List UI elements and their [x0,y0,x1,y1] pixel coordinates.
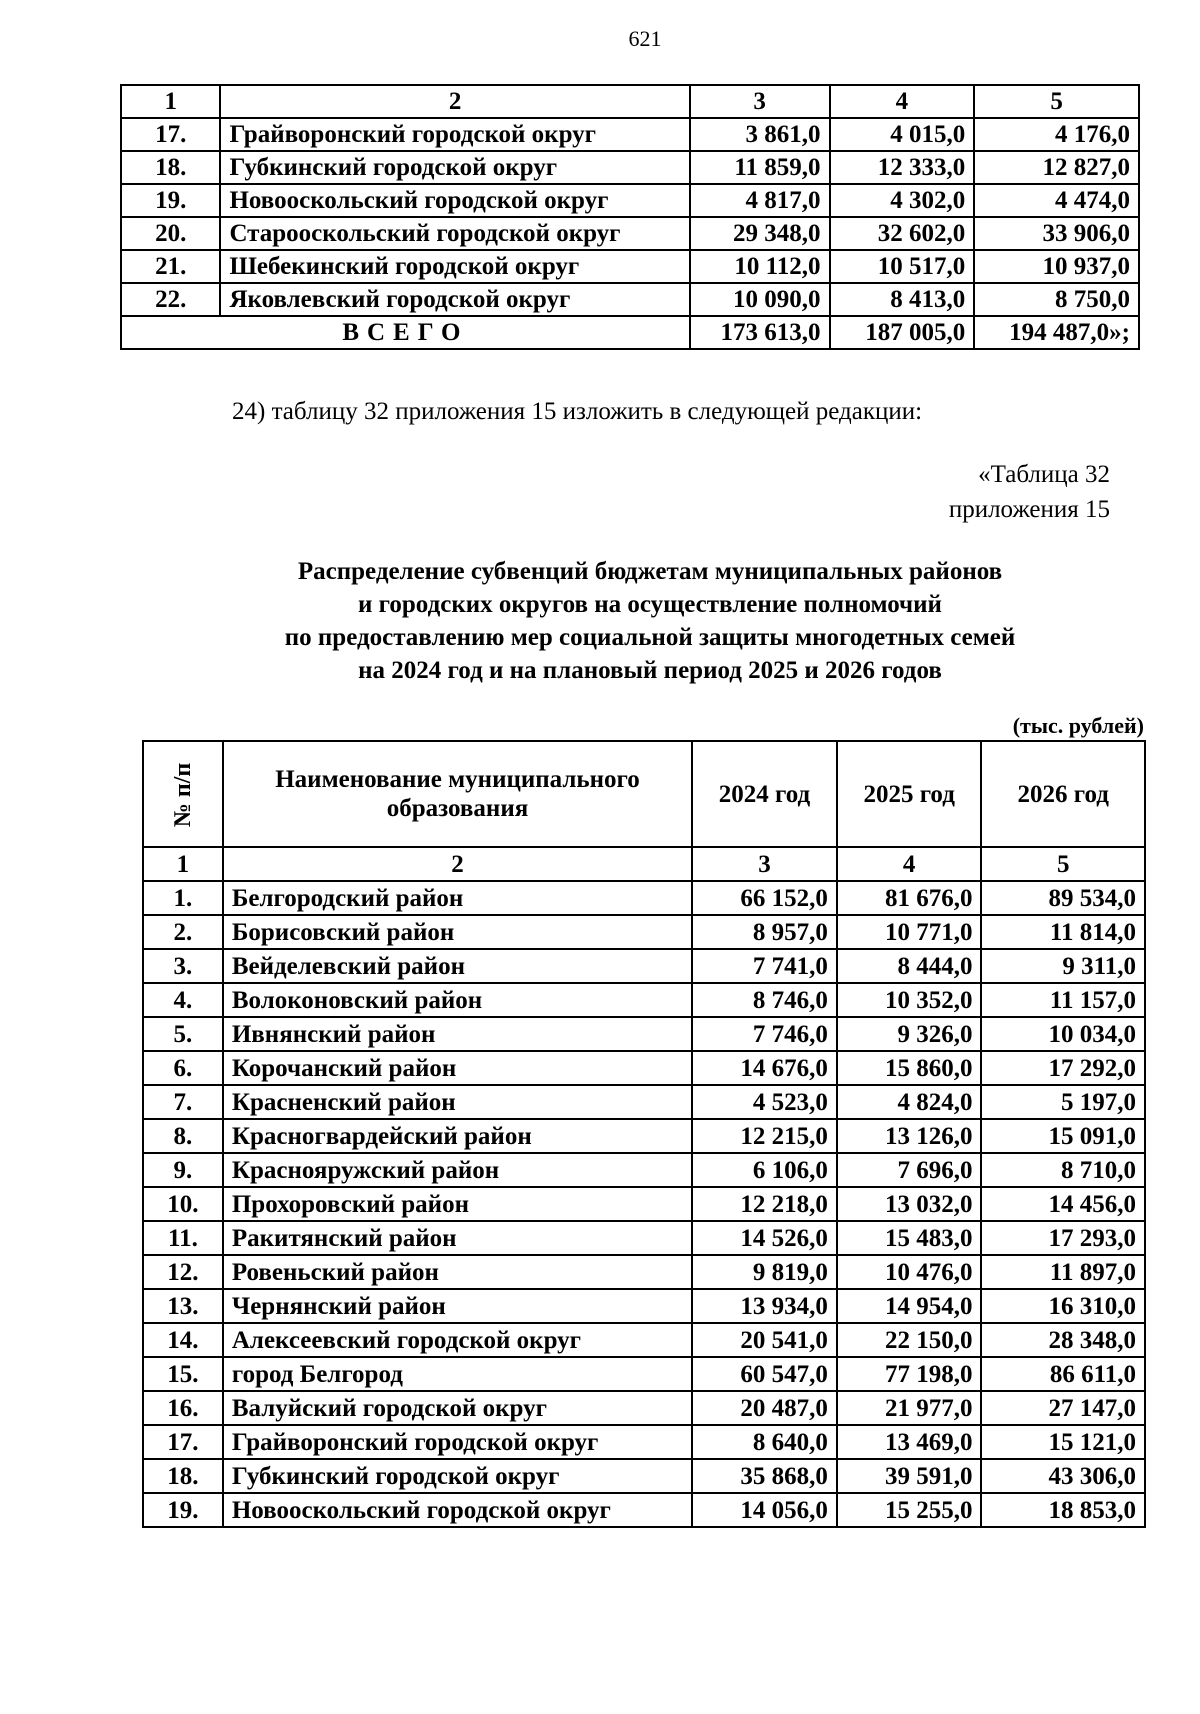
value-2024: 66 152,0 [692,881,837,915]
table-reference-line: «Таблица 32 [978,461,1110,488]
value-2026: 27 147,0 [981,1391,1145,1425]
value-2026: 33 906,0 [974,217,1139,250]
value-2026: 89 534,0 [981,881,1145,915]
value-2024: 14 676,0 [692,1051,837,1085]
value-2024: 8 640,0 [692,1425,837,1459]
table-row [143,1119,1145,1153]
value-2026: 8 710,0 [981,1153,1145,1187]
value-2025: 10 771,0 [837,915,982,949]
subvention-table-body [143,741,1145,1527]
value-2026: 16 310,0 [981,1289,1145,1323]
value-2024: 4 817,0 [690,184,830,217]
table-row [143,881,1145,915]
row-number: 2. [143,915,223,949]
col-number: 2 [220,85,689,118]
value-2026: 12 827,0 [974,151,1139,184]
value-2024: 20 487,0 [692,1391,837,1425]
value-2025: 15 860,0 [837,1051,982,1085]
row-number: 15. [143,1357,223,1391]
title-line: на 2024 год и на плановый период 2025 и 2026 годов [358,657,942,684]
value-2025: 10 476,0 [837,1255,982,1289]
column-number-row [143,847,1145,881]
row-number: 18. [143,1459,223,1493]
table-row [143,1391,1145,1425]
value-2026: 4 474,0 [974,184,1139,217]
table-row [143,1289,1145,1323]
value-2026: 15 121,0 [981,1425,1145,1459]
header-2026: 2026 год [981,741,1145,847]
value-2024: 3 861,0 [690,118,830,151]
col-number: 4 [837,847,982,881]
row-name: Яковлевский городской округ [220,283,689,316]
value-2024: 10 112,0 [690,250,830,283]
value-2024: 14 056,0 [692,1493,837,1527]
row-name: Новооскольский городской округ [223,1493,692,1527]
value-2024: 7 741,0 [692,949,837,983]
value-2026: 11 157,0 [981,983,1145,1017]
row-name: Валуйский городской округ [223,1391,692,1425]
table-row [121,283,1139,316]
col-number: 1 [121,85,220,118]
table-row [143,949,1145,983]
table-row [143,1323,1145,1357]
value-2026: 11 814,0 [981,915,1145,949]
col-number: 4 [830,85,975,118]
value-2026: 10 937,0 [974,250,1139,283]
row-name: Новооскольский городской округ [220,184,689,217]
table-row [143,1357,1145,1391]
table-row [143,1187,1145,1221]
table-row [143,1085,1145,1119]
table-row [121,250,1139,283]
row-number: 20. [121,217,220,250]
value-2026: 86 611,0 [981,1357,1145,1391]
previous-table-continuation [120,84,1140,350]
row-name: Прохоровский район [223,1187,692,1221]
table-row [143,1153,1145,1187]
value-2024: 35 868,0 [692,1459,837,1493]
value-2025: 15 255,0 [837,1493,982,1527]
total-row [121,316,1139,349]
table-row [143,1221,1145,1255]
row-number: 22. [121,283,220,316]
row-number: 21. [121,250,220,283]
total-v2026: 194 487,0»; [974,316,1139,349]
table-row [143,915,1145,949]
value-2025: 13 469,0 [837,1425,982,1459]
row-number: 14. [143,1323,223,1357]
value-2025: 39 591,0 [837,1459,982,1493]
value-2026: 43 306,0 [981,1459,1145,1493]
title-line: по предоставлению мер социальной защиты многодетных семей [284,624,1016,651]
value-2024: 20 541,0 [692,1323,837,1357]
header-num [143,741,223,847]
value-2026: 17 292,0 [981,1051,1145,1085]
header-name-line: Наименование муниципального [275,766,640,793]
value-2024: 12 215,0 [692,1119,837,1153]
table-row [121,118,1139,151]
table-reference-line: приложения 15 [948,495,1110,523]
value-2025: 13 032,0 [837,1187,982,1221]
row-name: Волоконовский район [223,983,692,1017]
value-2025: 14 954,0 [837,1289,982,1323]
col-number: 5 [974,85,1139,118]
row-name: город Белгород [223,1357,692,1391]
row-number: 9. [143,1153,223,1187]
value-2026: 17 293,0 [981,1221,1145,1255]
row-name: Краснояружский район [223,1153,692,1187]
table-row [121,151,1139,184]
col-number: 3 [690,85,830,118]
row-name: Вейделевский район [223,949,692,983]
row-number: 4. [143,983,223,1017]
total-v2025: 187 005,0 [830,316,975,349]
col-number: 1 [143,847,223,881]
amendment-paragraph: 24) таблицу 32 приложения 15 изложить в следующей редакции: [232,398,923,425]
value-2025: 22 150,0 [837,1323,982,1357]
value-2024: 60 547,0 [692,1357,837,1391]
row-name: Шебекинский городской округ [220,250,689,283]
value-2025: 21 977,0 [837,1391,982,1425]
value-2026: 15 091,0 [981,1119,1145,1153]
value-2024: 13 934,0 [692,1289,837,1323]
column-number-row [121,85,1139,118]
row-name: Алексеевский городской округ [223,1323,692,1357]
value-2024: 14 526,0 [692,1221,837,1255]
col-number: 3 [692,847,837,881]
row-number: 13. [143,1289,223,1323]
row-number: 6. [143,1051,223,1085]
table-reference [949,458,1110,527]
units-label: (тыс. рублей) [1012,713,1144,738]
value-2026: 28 348,0 [981,1323,1145,1357]
value-2024: 29 348,0 [690,217,830,250]
header-row [143,741,1145,847]
row-name: Грайворонский городской округ [223,1425,692,1459]
row-number: 17. [121,118,220,151]
col-number: 5 [981,847,1145,881]
total-label: ВСЕГО [121,316,690,349]
row-name: Красногвардейский район [223,1119,692,1153]
value-2025: 77 198,0 [837,1357,982,1391]
header-2025: 2025 год [837,741,982,847]
value-2025: 9 326,0 [837,1017,982,1051]
value-2025: 10 517,0 [830,250,975,283]
row-number: 10. [143,1187,223,1221]
value-2025: 10 352,0 [837,983,982,1017]
value-2024: 7 746,0 [692,1017,837,1051]
row-number: 8. [143,1119,223,1153]
table-row [143,1425,1145,1459]
row-number: 12. [143,1255,223,1289]
row-number: 11. [143,1221,223,1255]
table-row [143,983,1145,1017]
value-2026: 4 176,0 [974,118,1139,151]
value-2024: 4 523,0 [692,1085,837,1119]
row-name: Чернянский район [223,1289,692,1323]
table-row [121,184,1139,217]
row-number: 16. [143,1391,223,1425]
header-name-line: образования [386,795,529,822]
header-num-text: № п/п [169,762,196,827]
value-2026: 8 750,0 [974,283,1139,316]
previous-table-body [121,85,1139,349]
value-2026: 11 897,0 [981,1255,1145,1289]
row-name: Корочанский район [223,1051,692,1085]
row-number: 19. [143,1493,223,1527]
row-number: 5. [143,1017,223,1051]
value-2025: 4 015,0 [830,118,975,151]
value-2025: 8 444,0 [837,949,982,983]
col-number: 2 [223,847,692,881]
row-name: Ровеньский район [223,1255,692,1289]
row-number: 7. [143,1085,223,1119]
row-number: 18. [121,151,220,184]
header-name [223,741,692,847]
header-2024: 2024 год [692,741,837,847]
value-2026: 10 034,0 [981,1017,1145,1051]
value-2025: 13 126,0 [837,1119,982,1153]
table-row [143,1493,1145,1527]
table-row [143,1017,1145,1051]
value-2024: 8 746,0 [692,983,837,1017]
value-2026: 9 311,0 [981,949,1145,983]
value-2024: 6 106,0 [692,1153,837,1187]
row-number: 19. [121,184,220,217]
row-number: 3. [143,949,223,983]
row-name: Красненский район [223,1085,692,1119]
row-name: Старооскольский городской округ [220,217,689,250]
value-2025: 12 333,0 [830,151,975,184]
table-row [121,217,1139,250]
row-name: Ивнянский район [223,1017,692,1051]
row-name: Белгородский район [223,881,692,915]
value-2025: 32 602,0 [830,217,975,250]
value-2026: 18 853,0 [981,1493,1145,1527]
row-name: Борисовский район [223,915,692,949]
value-2024: 11 859,0 [690,151,830,184]
table-row [143,1255,1145,1289]
table-title [0,555,1200,687]
value-2026: 5 197,0 [981,1085,1145,1119]
value-2025: 7 696,0 [837,1153,982,1187]
total-v2024: 173 613,0 [690,316,830,349]
value-2025: 15 483,0 [837,1221,982,1255]
row-name: Ракитянский район [223,1221,692,1255]
value-2025: 81 676,0 [837,881,982,915]
value-2024: 8 957,0 [692,915,837,949]
row-name: Губкинский городской округ [223,1459,692,1493]
subvention-table [142,740,1146,1528]
row-name: Грайворонский городской округ [220,118,689,151]
value-2025: 4 824,0 [837,1085,982,1119]
table-row [143,1051,1145,1085]
value-2024: 12 218,0 [692,1187,837,1221]
table-row [143,1459,1145,1493]
page-number: 621 [628,26,662,51]
title-line: и городских округов на осуществление полномочий [358,591,942,618]
row-name: Губкинский городской округ [220,151,689,184]
row-number: 1. [143,881,223,915]
value-2024: 9 819,0 [692,1255,837,1289]
value-2025: 4 302,0 [830,184,975,217]
title-line: Распределение субвенций бюджетам муниципальных районов [297,558,1003,585]
value-2026: 14 456,0 [981,1187,1145,1221]
row-number: 17. [143,1425,223,1459]
value-2024: 10 090,0 [690,283,830,316]
value-2025: 8 413,0 [830,283,975,316]
